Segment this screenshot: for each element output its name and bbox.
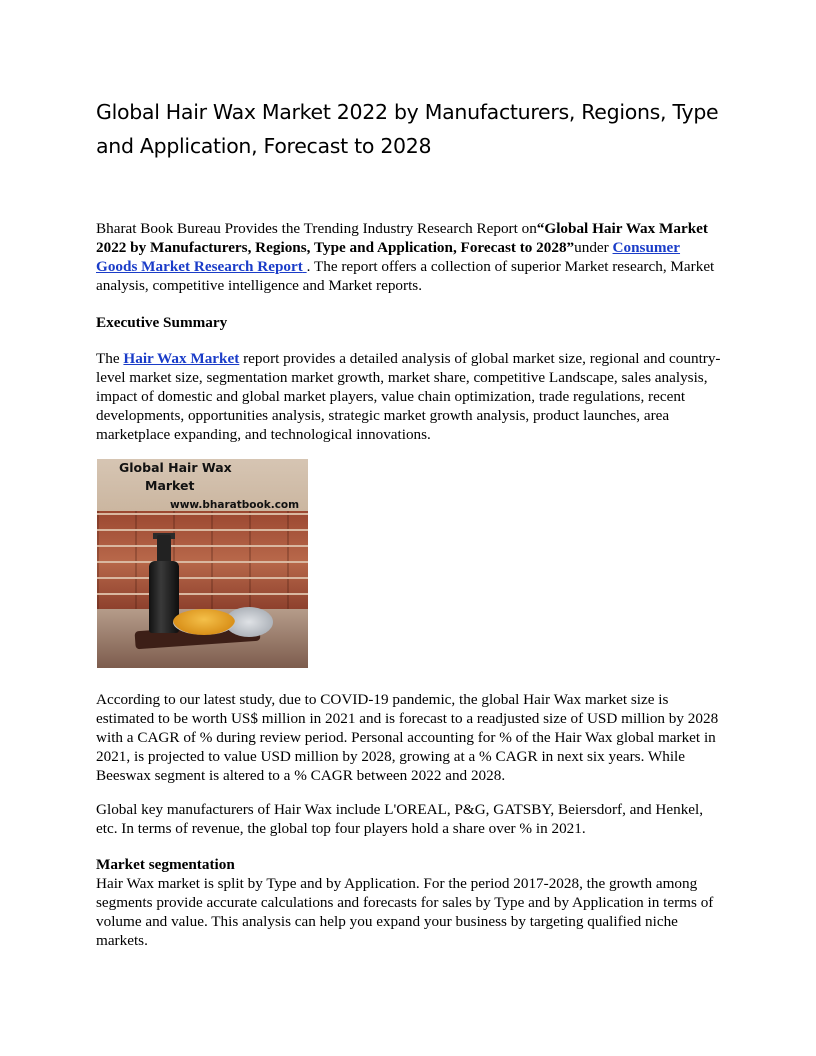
market-segmentation-heading: Market segmentation — [96, 856, 235, 873]
promo-title-line2: Market — [145, 478, 195, 493]
exec-post: report provides a detailed analysis of global market size, regional and country-level market size, segmentation market growth, market share, competitive Landscape, sales analysis, impact of domestic and global market players, value chain optimization, trade regulations, recent developments, opportunities analysis, strategic market growth analysis, product launches, area marketplace expanding, and technological innovations. — [96, 350, 721, 443]
market-segmentation-paragraph: Hair Wax market is split by Type and by Application. For the period 2017-2028, the growth among segments provide accurate calculations and forecasts for sales by Type and by Application in terms of volume and value. This analysis can help you expand your business by targeting qualified niche markets. — [96, 875, 714, 949]
brick-wall-background — [97, 511, 308, 611]
intro-report-title: “Global Hair Wax Market 2022 by Manufacturers, Regions, Type and Application, Forecast to 2028” — [96, 220, 708, 256]
pump-neck — [157, 535, 171, 563]
intro-paragraph: Bharat Book Bureau Provides the Trending Industry Research Report on“Global Hair Wax Market 2022 by Manufacturers, Regions, Type and Application, Forecast to 2028”under Consumer Goods Market Research Report . The report offers a collection of superior Market research, Market analysis, competitive intelligence and Market reports. — [96, 220, 715, 294]
document-title: Global Hair Wax Market 2022 by Manufacturers, Regions, Type and Application, Forecast to 2028 — [96, 100, 719, 158]
wax-jar — [173, 609, 235, 635]
hair-wax-market-link[interactable]: Hair Wax Market — [123, 350, 240, 367]
promo-title — [119, 459, 279, 495]
exec-pre: The — [96, 350, 124, 367]
covid-paragraph: According to our latest study, due to COVID-19 pandemic, the global Hair Wax market size is estimated to be worth US$ million in 2021 and is forecast to a readjusted size of USD million by 2028 with a CAGR of % during review period. Personal accounting for % of the Hair Wax global market in 2021, is projected to value USD million by 2028, growing at a % CAGR in next six years. While Beeswax segment is altered to a % CAGR between 2022 and 2028. — [96, 691, 719, 784]
intro-lead: Bharat Book Bureau Provides the Trending Industry Research Report on — [96, 220, 537, 237]
hair-wax-promo-image — [97, 459, 308, 668]
consumer-goods-report-link-trail[interactable] — [303, 258, 307, 275]
promo-url: www.bharatbook.com — [170, 499, 300, 511]
manufacturers-paragraph: Global key manufacturers of Hair Wax include L'OREAL, P&G, GATSBY, Beiersdorf, and Henkel, etc. In terms of revenue, the global top four players hold a share over % in 2021. — [96, 801, 704, 837]
promo-title-line1: Global Hair Wax — [119, 460, 232, 475]
intro-under: under — [574, 239, 609, 256]
consumer-goods-report-link[interactable]: Consumer Goods Market Research Report — [96, 239, 681, 275]
intro-rest: The report offers a collection of superior Market research, Market analysis, competitive intelligence and Market reports. — [96, 258, 715, 294]
executive-summary-paragraph — [96, 349, 724, 444]
executive-summary-heading: Executive Summary — [96, 314, 228, 331]
